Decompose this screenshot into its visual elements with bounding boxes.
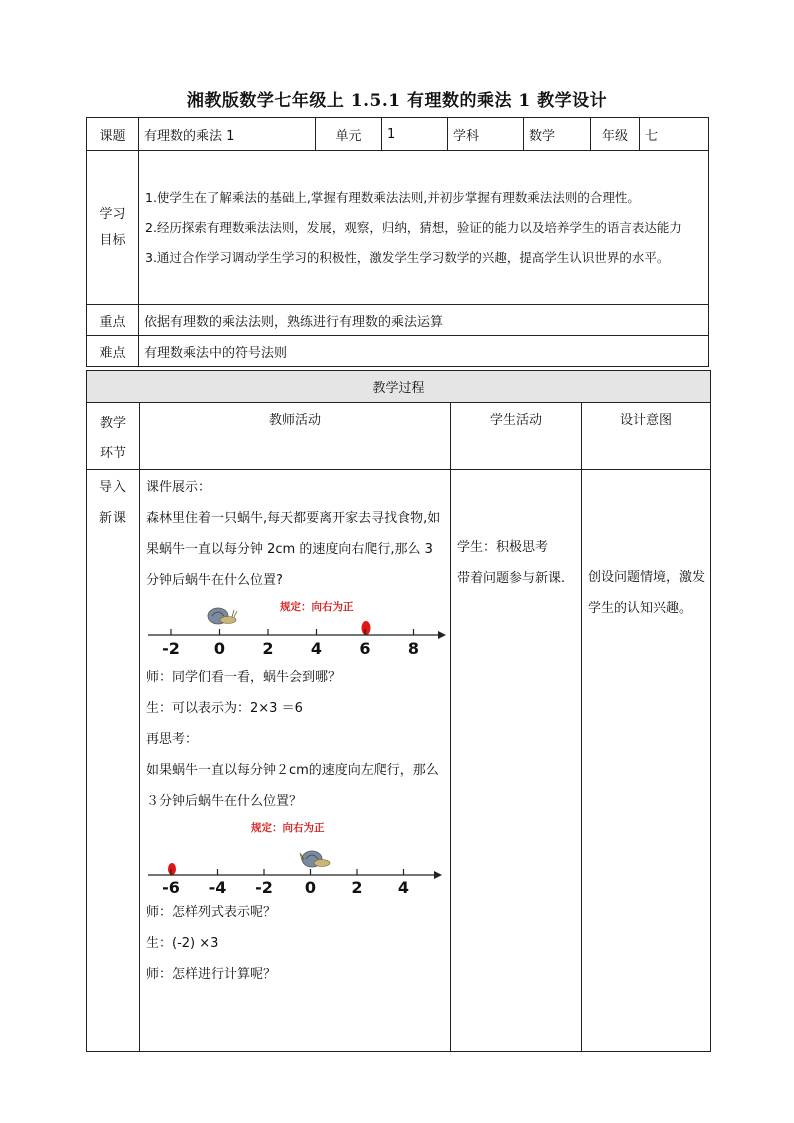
subject-value: 数学 xyxy=(524,118,591,151)
course-label: 课题 xyxy=(87,118,139,151)
number-line-figure-2 xyxy=(146,817,446,879)
col-student: 学生活动 xyxy=(451,403,582,470)
teacher-line: 生：可以表示为：2×3 ＝6 xyxy=(146,701,303,716)
grade-value: 七 xyxy=(640,118,709,151)
stage-cell: 导入新课 xyxy=(87,470,140,1052)
tick-label: -4 xyxy=(208,878,227,897)
goal-item: 1.使学生在了解乘法的基础上,掌握有理数乘法法则,并初步掌握有理数乘法法则的合理性。 xyxy=(145,189,640,205)
key-value: 依据有理数的乘法法则，熟练进行有理数的乘法运算 xyxy=(139,305,709,336)
student-line: 带着问题参与新课. xyxy=(457,571,566,586)
subject-label: 学科 xyxy=(448,118,524,151)
snail-icon xyxy=(208,608,237,624)
goal-item: 3.通过合作学习调动学生学习的积极性，激发学生学习数学的兴趣，提高学生认识世界的水平。 xyxy=(145,249,670,265)
tick-label: 4 xyxy=(397,878,410,897)
teacher-line: 如果蜗牛一直以每分钟２cm的速度向左爬行，那么３分钟后蜗牛在什么位置？ xyxy=(146,763,439,809)
teacher-line: 师：怎样列式表示呢？ xyxy=(146,905,277,920)
goal-item: 2.经历探索有理数乘法法则，发展，观察，归纳，猜想，验证的能力以及培养学生的语言表达能力 xyxy=(145,219,682,235)
grade-label: 年级 xyxy=(591,118,640,151)
course-value: 有理数的乘法 1 xyxy=(139,118,316,151)
unit-value: 1 xyxy=(382,118,448,151)
tick-label: 2 xyxy=(262,639,274,658)
col-teacher: 教师活动 xyxy=(140,403,451,470)
figure1-rule: 规定：向右为正 xyxy=(280,601,354,613)
teacher-line: 师：同学们看一看，蜗牛会到哪？ xyxy=(146,670,342,685)
unit-label: 单元 xyxy=(316,118,382,151)
axis-arrow-icon xyxy=(438,631,446,639)
number-line-figure-1 xyxy=(146,596,446,662)
student-activity xyxy=(451,470,582,1052)
key-label: 重点 xyxy=(87,305,139,336)
teacher-line: 师：怎样进行计算呢？ xyxy=(146,967,277,982)
tick-label: 4 xyxy=(310,639,323,658)
tick-label: 2 xyxy=(351,878,363,897)
intent-text: 创设问题情境，激发学生的认知兴趣。 xyxy=(588,570,706,616)
student-line: 学生：积极思考 xyxy=(457,540,549,555)
tick-label: 0 xyxy=(304,878,317,897)
figure2-labels xyxy=(146,877,446,897)
tick-label: -2 xyxy=(255,878,273,897)
teacher-line: 课件展示： xyxy=(146,480,212,495)
tick-label: -2 xyxy=(162,639,180,658)
teacher-line: 生：(-2) ×3 xyxy=(146,936,219,951)
tick-label: -6 xyxy=(162,878,180,897)
process-table xyxy=(86,370,711,1052)
design-intent xyxy=(582,470,711,1052)
info-table xyxy=(86,117,709,367)
goals-label: 学习目标 xyxy=(87,151,139,305)
tick-label: 6 xyxy=(359,639,371,658)
col-stage: 教学环节 xyxy=(87,403,140,470)
start-marker xyxy=(168,863,176,875)
teacher-activity xyxy=(140,470,451,1052)
col-intent: 设计意图 xyxy=(582,403,711,470)
page-title: 湘教版数学七年级上 1.5.1 有理数的乘法 1 教学设计 xyxy=(186,91,608,111)
process-header: 教学过程 xyxy=(87,371,711,403)
difficulty-label: 难点 xyxy=(87,336,139,367)
snail-icon xyxy=(300,851,330,867)
goals-cell xyxy=(139,151,709,305)
figure2-rule: 规定：向右为正 xyxy=(251,822,325,834)
tick-label: 0 xyxy=(213,639,226,658)
teacher-line: 再思考： xyxy=(146,732,199,747)
tick-label: 8 xyxy=(407,639,420,658)
target-marker xyxy=(362,621,371,635)
difficulty-value: 有理数乘法中的符号法则 xyxy=(139,336,709,367)
teacher-line: 森林里住着一只蜗牛,每天都要离开家去寻找食物,如果蜗牛一直以每分钟 2cm 的速度向右爬行,那么 3 分钟后蜗牛在什么位置? xyxy=(146,511,441,588)
